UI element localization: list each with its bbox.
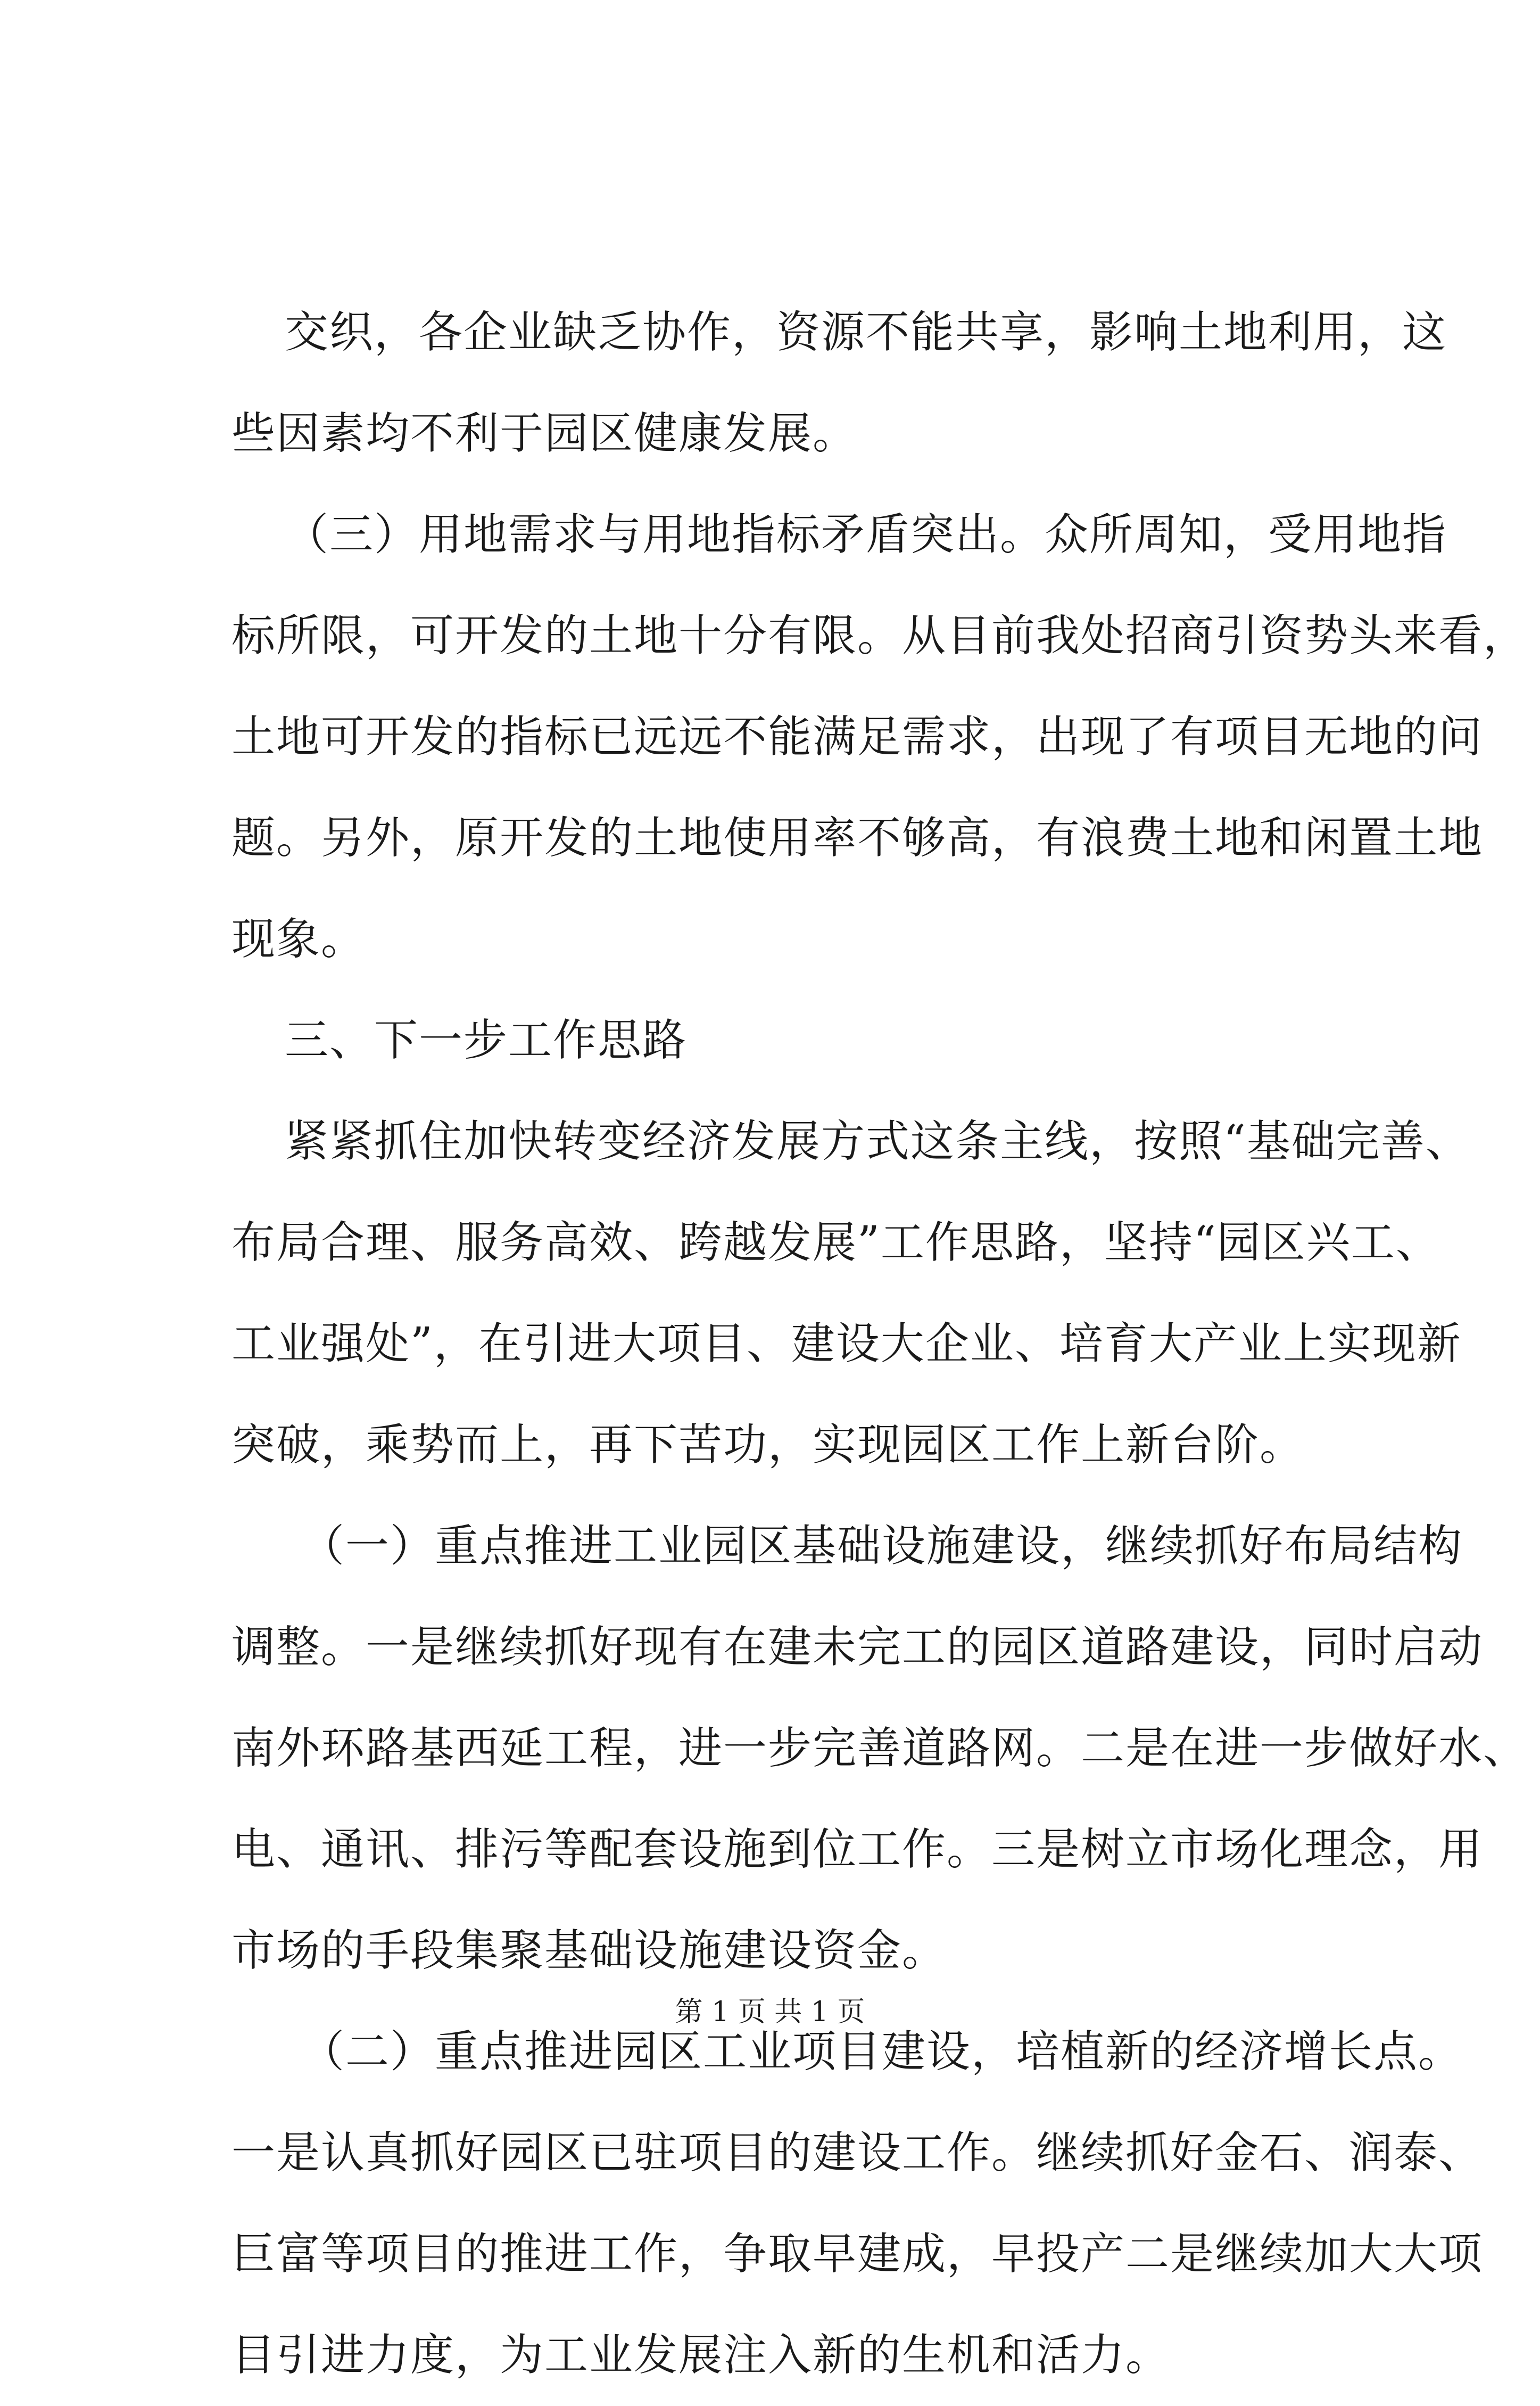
text-line: 南外环路基西延工程，进一步完善道路网。二是在进一步做好水、 [231,1723,1528,1774]
page-footer [0,1993,1540,2031]
text-line: 交织，各企业缺乏协作，资源不能共享，影响土地利用，这 [285,307,1447,358]
section-heading: 三、下一步工作思路 [285,1015,688,1066]
text-line: 一是认真抓好园区已驻项目的建设工作。继续抓好金石、润泰、 [231,2128,1484,2178]
text-line: 巨富等项目的推进工作，争取早建成，早投产二是继续加大大项 [231,2229,1484,2279]
text-line: 些因素均不利于园区健康发展。 [231,408,858,459]
text-line: 突破，乘势而上，再下苦功，实现园区工作上新台阶。 [231,1420,1305,1470]
text-line: 现象。 [231,914,366,965]
text-line: （一）重点推进工业园区基础设施建设，继续抓好布局结构 [301,1521,1463,1571]
page-number: 第 1 页 共 1 页 [675,1996,865,2028]
text-line: 标所限，可开发的土地十分有限。从目前我处招商引资势头来看， [231,611,1528,661]
text-line: 电、通讯、排污等配套设施到位工作。三是树立市场化理念，用 [231,1824,1484,1875]
text-line: 紧紧抓住加快转变经济发展方式这条主线，按照“基础完善、 [285,1116,1470,1167]
text-line: 题。另外，原开发的土地使用率不够高，有浪费土地和闲置土地 [231,813,1484,863]
text-line: （三）用地需求与用地指标矛盾突出。众所周知，受用地指 [285,509,1447,560]
text-line: （二）重点推进园区工业项目建设，培植新的经济增长点。 [301,2026,1463,2077]
text-line: 工业强处”，在引进大项目、建设大企业、培育大产业上实现新 [231,1319,1462,1369]
text-line: 调整。一是继续抓好现有在建未完工的园区道路建设，同时启动 [231,1622,1484,1672]
text-line: 布局合理、服务高效、跨越发展”工作思路，坚持“园区兴工、 [231,1217,1440,1268]
document-body [231,282,1528,2406]
text-line: 市场的手段集聚基础设施建设资金。 [231,1925,947,1976]
text-line: 土地可开发的指标已远远不能满足需求，出现了有项目无地的问 [231,712,1484,762]
text-line: 目引进力度，为工业发展注入新的生机和活力。 [231,2330,1171,2380]
